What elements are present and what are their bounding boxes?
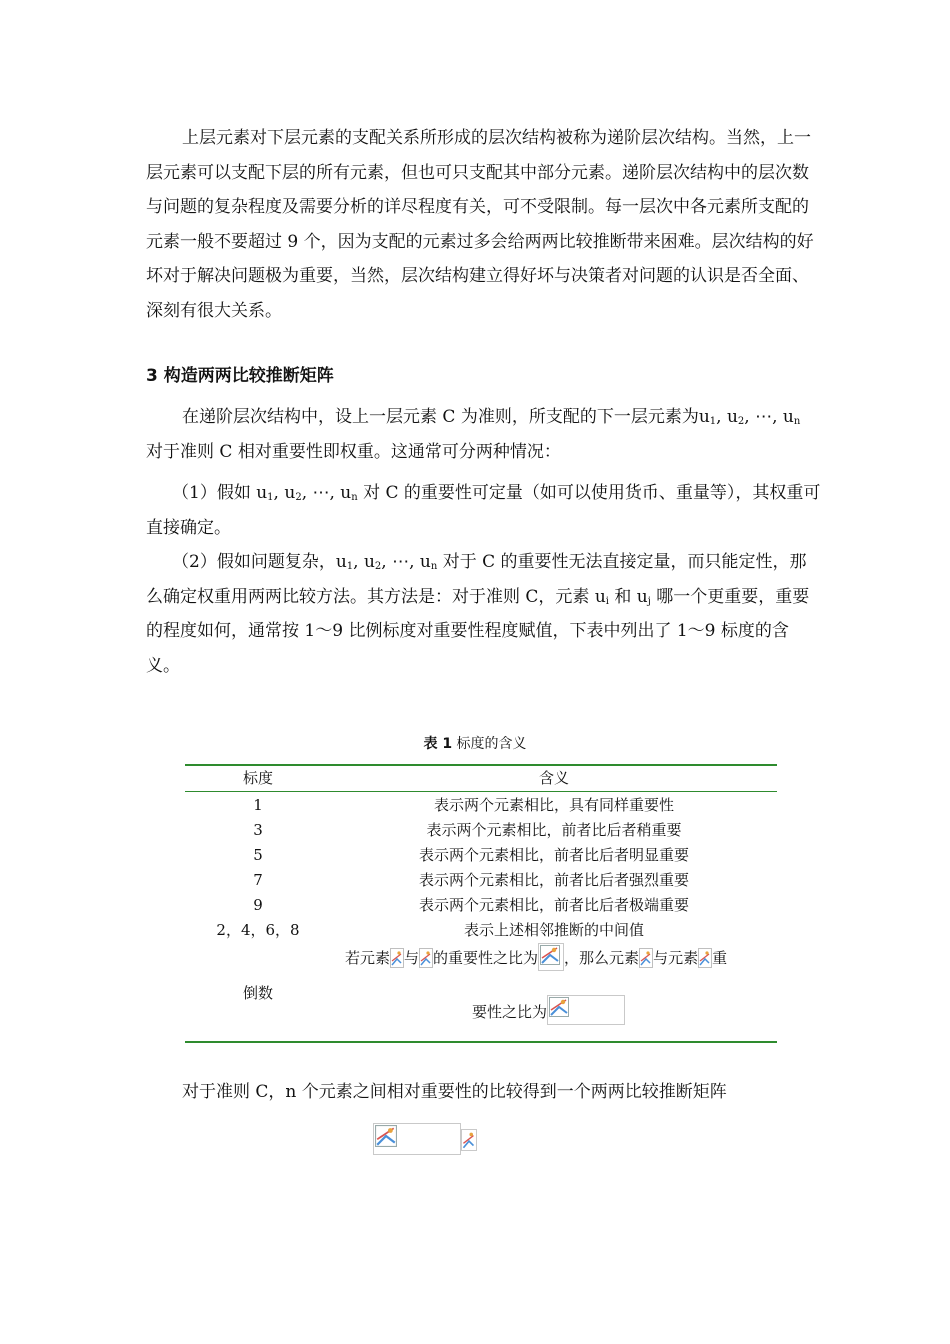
cell-meaning-reciprocal-line1: 若元素 与 的重要性之比为 ，那么元素 与元素 重 — [345, 943, 765, 973]
broken-image-icon — [390, 948, 404, 968]
cell-meaning: 表示两个元素相比，前者比后者明显重要 — [418, 846, 689, 864]
paragraph-matrix-intro: 对于准则 C，n 个元素之间相对重要性的比较得到一个两两比较推断矩阵 — [182, 1082, 727, 1102]
cell-scale: 3 — [253, 821, 263, 839]
broken-image-icon — [461, 1129, 477, 1151]
cell-meaning: 表示两个元素相比，具有同样重要性 — [433, 796, 674, 814]
cell-meaning: 表示两个元素相比，前者比后者强烈重要 — [418, 871, 689, 889]
broken-image-icon — [538, 943, 564, 971]
cell-scale: 7 — [253, 871, 263, 889]
paragraph-case-2: （2）假如问题复杂，$u_1$, $u_2$, ⋯, $u_n$ 对于 C 的重要性无法直接定量，而只能定性，那么确定权重用两两比较方法。其方法是：对于准则 C，元素 $u_i$ 和 $u_j$ 哪一个更重要，重要的程度如何，通常按 1～9 比例标度对重要性程度赋值，下表中列出了 1～9 标度的含义。 — [146, 552, 810, 676]
table-row — [185, 893, 777, 918]
cell-meaning: 表示两个元素相比，前者比后者极端重要 — [418, 896, 689, 914]
table-header-row — [185, 766, 777, 791]
cell-scale: 2，4，6，8 — [216, 921, 300, 939]
header-scale: 标度 — [242, 769, 273, 787]
paragraph-case-1: （1）假如 $u_1$, $u_2$, ⋯, $u_n$ 对 C 的重要性可定量（如可以使用货币、重量等），其权重可直接确定。 — [146, 483, 821, 538]
cell-scale: 1 — [253, 796, 263, 814]
section-heading: 3 构造两两比较推断矩阵 — [146, 366, 334, 386]
table-row — [185, 793, 777, 818]
table-row — [185, 843, 777, 868]
broken-image-icon — [639, 948, 653, 968]
cell-meaning-reciprocal-line2: 要性之比为 — [472, 995, 625, 1027]
table-row — [185, 918, 777, 943]
table-row — [185, 818, 777, 843]
cell-scale: 5 — [253, 846, 263, 864]
paragraph-criterion-intro: 在递阶层次结构中，设上一层元素 C 为准则，所支配的下一层元素为$u_1$, $u_2$, ⋯, $u_n$ 对于准则 C 相对重要性即权重。这通常可分两种情况： — [146, 407, 801, 462]
cell-meaning: 表示两个元素相比，前者比后者稍重要 — [426, 821, 682, 839]
cell-meaning: 表示上述相邻推断的中间值 — [463, 921, 644, 939]
cell-scale: 9 — [253, 896, 263, 914]
table-bottom-rule — [185, 1041, 777, 1043]
broken-image-icon — [373, 1123, 461, 1155]
table-caption: 表 1 标度的含义 — [423, 736, 527, 752]
table-header-rule — [185, 791, 777, 792]
broken-image-icon — [547, 995, 625, 1025]
cell-scale-reciprocal: 倒数 — [242, 984, 273, 1002]
header-meaning: 含义 — [538, 769, 569, 787]
paragraph-hierarchy-structure: 上层元素对下层元素的支配关系所形成的层次结构被称为递阶层次结构。当然，上一层元素可以支配下层的所有元素，但也可只支配其中部分元素。递阶层次结构中的层次数与问题的复杂程度及需要分析的详尽程度有关，可不受限制。每一层次中各元素所支配的元素一般不要超过 9 个，因为支配的元素过多会给两两比较推断带来困难。层次结构的好坏对于解决问题极为重要，当然，层次结构建立得好坏与决策者对问题的认识是否全面、深刻有很大关系。 — [146, 128, 814, 321]
broken-image-icon — [419, 948, 433, 968]
table-row — [185, 868, 777, 893]
broken-image-icon — [698, 948, 712, 968]
